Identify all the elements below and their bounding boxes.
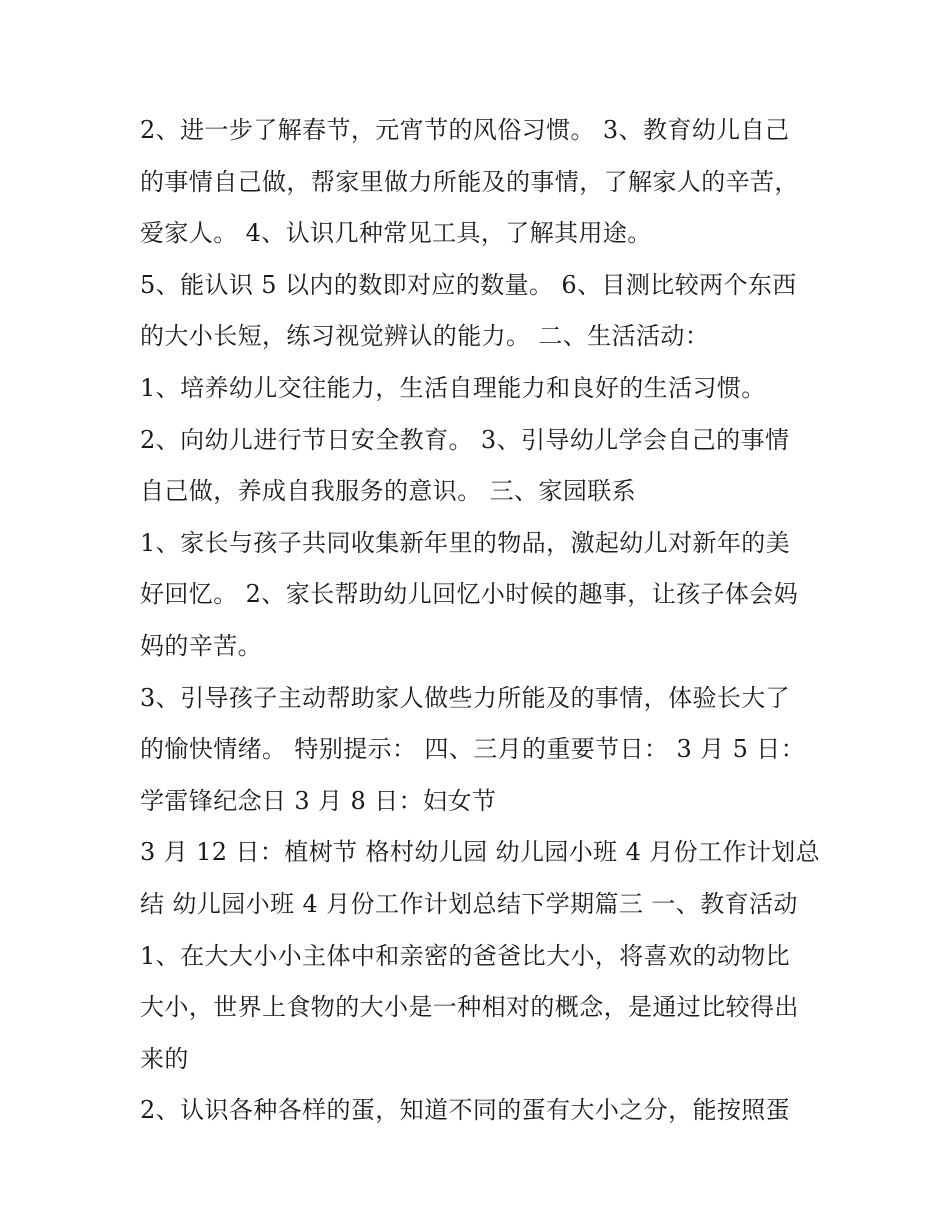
- text-line: 2、认识各种各样的蛋，知道不同的蛋有大小之分，能按照蛋: [140, 1096, 791, 1125]
- text-line: 2、向幼儿进行节日安全教育。 3、引导幼儿学会自己的事情: [140, 425, 790, 454]
- text-line: 1、家长与孩子共同收集新年里的物品，激起幼儿对新年的美: [140, 528, 791, 557]
- text-line: 爱家人。 4、认识几种常见工具，了解其用途。: [140, 219, 652, 248]
- text-line: 的愉快情绪。 特别提示： 四、三月的重要节日： 3 月 5 日：: [140, 735, 806, 764]
- text-line: 来的: [140, 1044, 189, 1073]
- text-line: 的大小长短，练习视觉辨认的能力。 二、生活活动：: [140, 322, 710, 351]
- text-line: 5、能认识 5 以内的数即对应的数量。 6、目测比较两个东西: [140, 270, 797, 299]
- text-line: 3 月 12 日：植树节 格村幼儿园 幼儿园小班 4 月份工作计划总: [140, 838, 821, 867]
- text-line: 3、引导孩子主动帮助家人做些力所能及的事情，体验长大了: [140, 683, 791, 712]
- text-line: 1、培养幼儿交往能力，生活自理能力和良好的生活习惯。: [140, 373, 766, 402]
- text-line: 自己做，养成自我服务的意识。 三、家园联系: [140, 477, 637, 506]
- text-line: 学雷锋纪念日 3 月 8 日：妇女节: [140, 786, 497, 815]
- document-body: [140, 105, 820, 1137]
- text-line: 好回忆。 2、家长帮助幼儿回忆小时候的趣事，让孩子体会妈: [140, 580, 799, 609]
- text-line: 1、在大大小小主体中和亲密的爸爸比大小，将喜欢的动物比: [140, 941, 791, 970]
- text-line: 的事情自己做，帮家里做力所能及的事情，了解家人的辛苦，: [140, 167, 799, 196]
- text-line: 2、进一步了解春节，元宵节的风俗习惯。 3、教育幼儿自己: [140, 116, 790, 144]
- text-line: 妈的辛苦。: [140, 631, 262, 660]
- text-line: 结 幼儿园小班 4 月份工作计划总结下学期篇三 一、教育活动: [140, 889, 798, 918]
- text-line: 大小，世界上食物的大小是一种相对的概念，是通过比较得出: [140, 993, 799, 1022]
